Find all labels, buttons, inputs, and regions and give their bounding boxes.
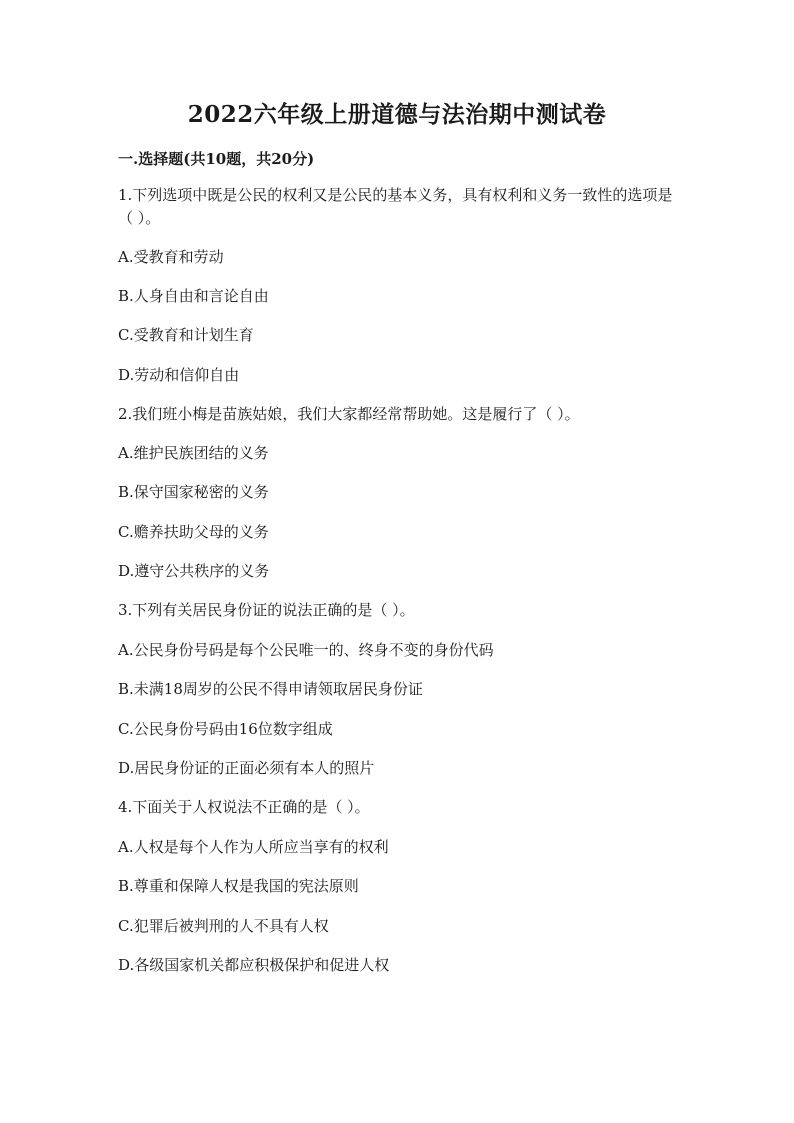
question-1-option-a: A.受教育和劳动 [118,248,224,266]
question-2-option-b: B.保守国家秘密的义务 [118,483,269,501]
question-4-option-d: D.各级国家机关都应积极保护和促进人权 [118,956,390,974]
question-4-option-a: A.人权是每个人作为人所应当享有的权利 [118,838,389,856]
question-3-option-d: D.居民身份证的正面必须有本人的照片 [118,759,375,777]
question-2-option-c: C.赡养扶助父母的义务 [118,523,269,541]
question-3-option-b: B.未满18周岁的公民不得申请领取居民身份证 [118,680,423,698]
question-4-stem: 4.下面关于人权说法不正确的是（ ）。 [118,798,370,816]
question-4-option-b: B.尊重和保障人权是我国的宪法原则 [118,877,359,895]
question-1-option-c: C.受教育和计划生育 [118,326,254,344]
question-2-option-d: D.遵守公共秩序的义务 [118,562,270,580]
question-3-option-a: A.公民身份号码是每个公民唯一的、终身不变的身份代码 [118,641,494,659]
question-2-stem: 2.我们班小梅是苗族姑娘，我们大家都经常帮助她。这是履行了（ ）。 [118,405,580,423]
question-1-option-b: B.人身自由和言论自由 [118,287,269,305]
question-1-stem: 1.下列选项中既是公民的权利又是公民的基本义务，具有权利和义务一致性的选项是（ ）。 [118,186,673,227]
question-4-option-c: C.犯罪后被判刑的人不具有人权 [118,917,329,935]
question-1-option-d: D.劳动和信仰自由 [118,366,240,384]
question-2-option-a: A.维护民族团结的义务 [118,444,269,462]
section-heading: 一.选择题(共10题，共20分) [118,150,315,168]
question-3-option-c: C.公民身份号码由16位数字组成 [118,720,333,738]
page-title: 2022六年级上册道德与法治期中测试卷 [187,101,607,128]
question-3-stem: 3.下列有关居民身份证的说法正确的是（ ）。 [118,601,415,619]
